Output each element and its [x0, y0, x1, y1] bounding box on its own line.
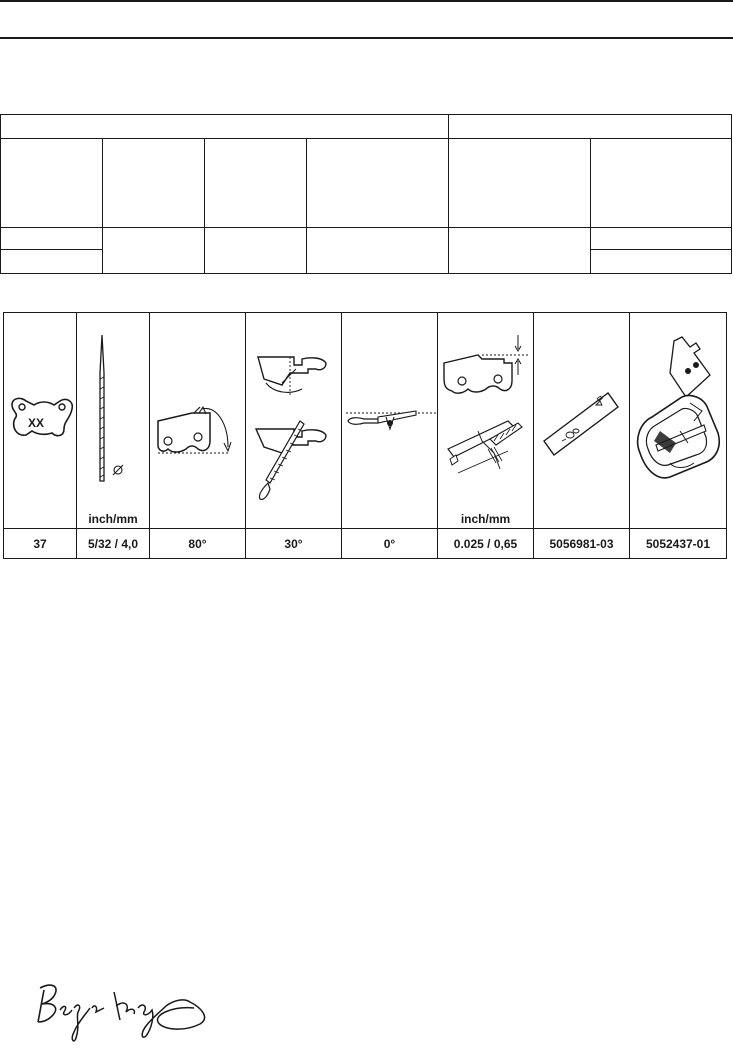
header-rule-top [0, 0, 733, 2]
value-depth-gauge-setting: 0.025 / 0,65 [438, 529, 534, 559]
value-filing-angle: 30° [246, 529, 342, 559]
tool-cell-chain [4, 313, 77, 529]
tool-cell-depth-gauge [438, 313, 534, 529]
header-rule-bottom [0, 37, 733, 39]
value-chain-count: 37 [4, 529, 77, 559]
tool-cell-file-holder [342, 313, 438, 529]
tool-cell-file [77, 313, 150, 529]
spec-column-header [1, 139, 103, 228]
spec-cell [1, 228, 103, 250]
filing-angle-icon [246, 313, 342, 513]
file-gauge-holder-icon [630, 313, 727, 528]
file-holder-icon [342, 313, 438, 528]
depth-gauge-icon [438, 313, 534, 503]
top-plate-angle-icon [150, 313, 246, 528]
file-unit-label: inch/mm [88, 512, 138, 526]
spec-group-header-right [449, 115, 732, 139]
chain-marking: XX [28, 416, 45, 430]
spec-cell [591, 250, 732, 274]
spec-group-header-left [1, 115, 449, 139]
spec-column-header [307, 139, 449, 228]
tool-cell-top-plate-angle [150, 313, 246, 529]
value-depth-gauge-tool-part: 5056981-03 [534, 529, 630, 559]
depth-gauge-tool-icon [534, 313, 630, 528]
value-file-gauge-part: 5052437-01 [630, 529, 727, 559]
spec-cell [449, 228, 591, 274]
tool-cell-filing-angle [246, 313, 342, 529]
spec-column-header [205, 139, 307, 228]
spec-column-header [103, 139, 205, 228]
value-file-holder-angle: 0° [342, 529, 438, 559]
sharpening-tools-table [3, 312, 727, 559]
spec-cell [307, 228, 449, 274]
spec-cell [103, 228, 205, 274]
value-top-plate-angle: 80° [150, 529, 246, 559]
chain-link-icon [4, 313, 77, 528]
depth-gauge-unit-label: inch/mm [460, 512, 511, 526]
round-file-icon [77, 313, 150, 503]
tool-cell-depth-gauge-tool [534, 313, 630, 529]
tool-cell-file-gauge-holder [630, 313, 727, 529]
value-file-diameter: 5/32 / 4,0 [77, 529, 150, 559]
spec-column-header [591, 139, 732, 228]
spec-cell [205, 228, 307, 274]
spec-cell [1, 250, 103, 274]
spec-column-header [449, 139, 591, 228]
spec-cell [591, 228, 732, 250]
signature [34, 978, 224, 1050]
specification-table [0, 114, 732, 274]
